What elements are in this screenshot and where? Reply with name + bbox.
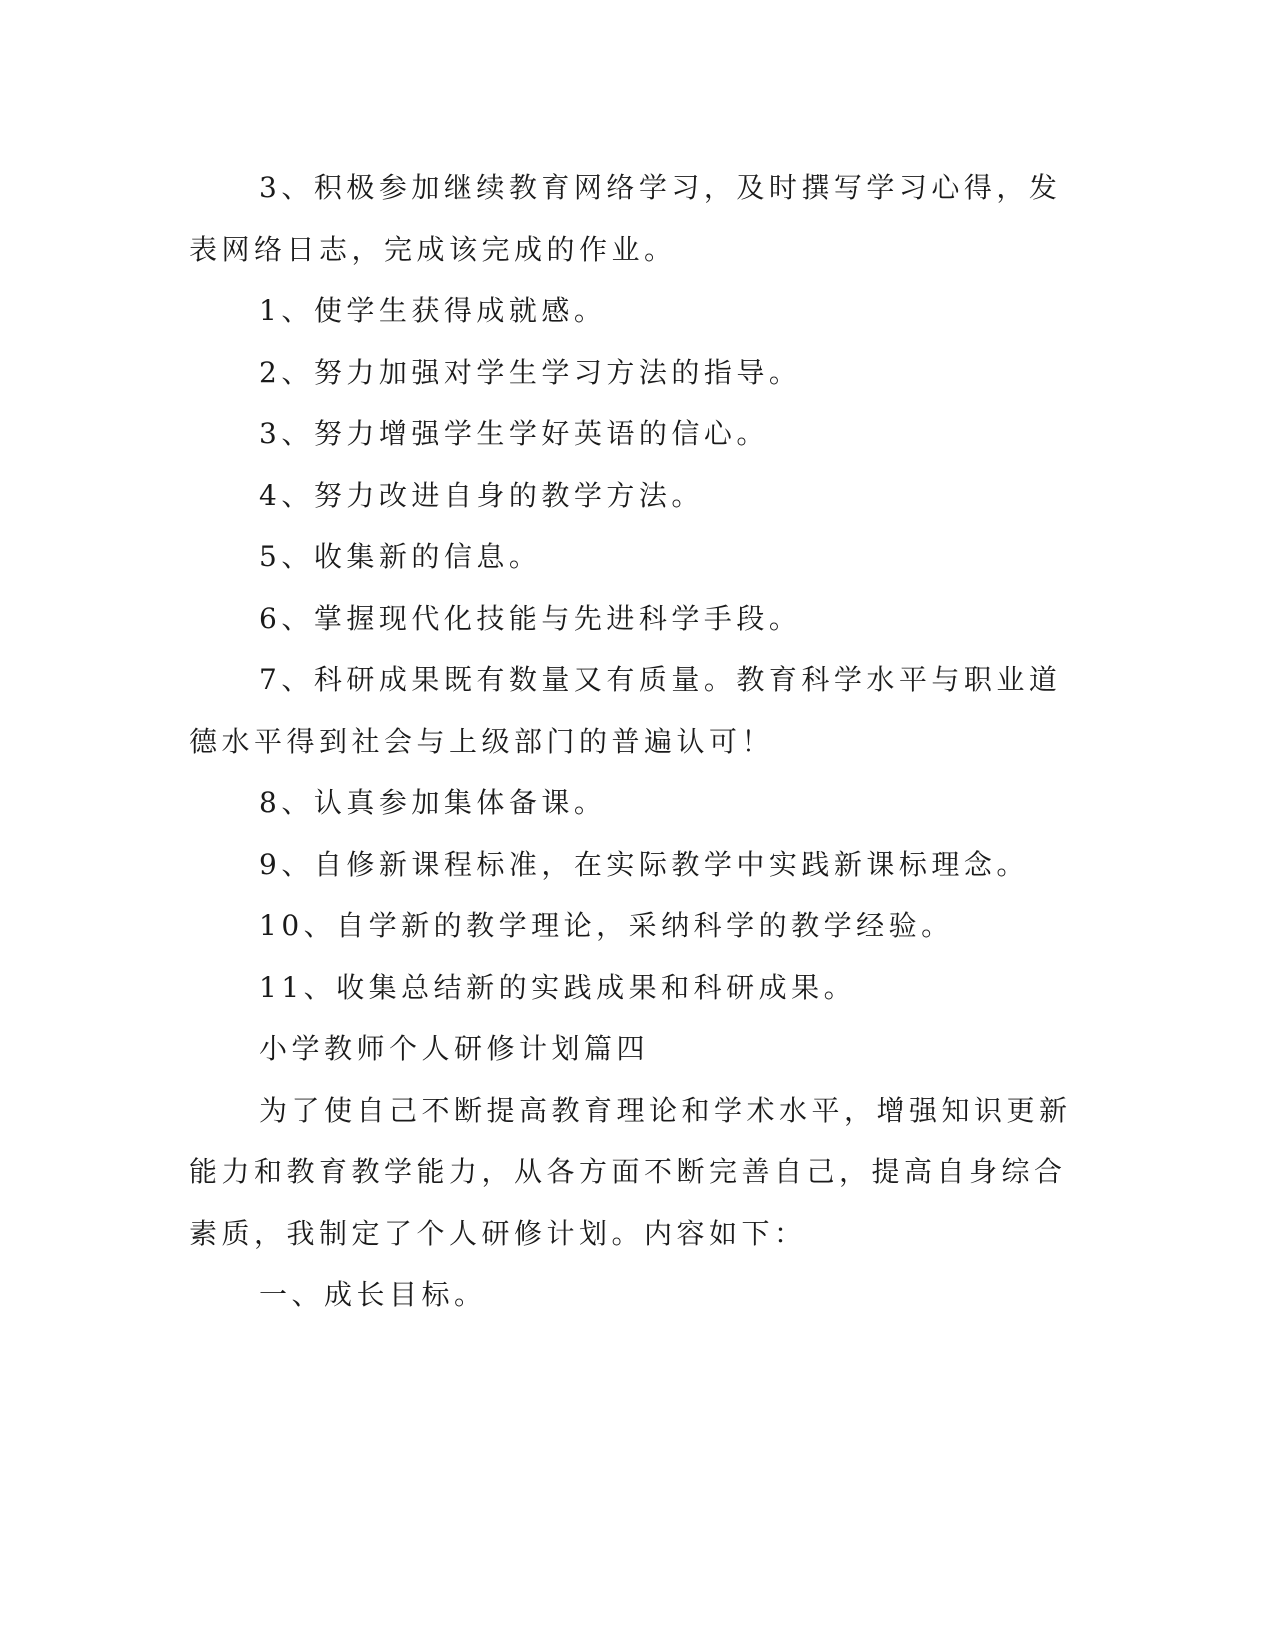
paragraph-item-9-curriculum: 9、自修新课程标准，在实际教学中实践新课标理念。 <box>259 847 1029 881</box>
paragraph-growth-goal: 一、成长目标。 <box>259 1278 487 1311</box>
paragraph-item-4-teaching-methods: 4、努力改进自身的教学方法。 <box>259 478 704 512</box>
paragraph-item-2-learning-methods: 2、努力加强对学生学习方法的指导。 <box>259 355 802 389</box>
paragraph-item-1-achievement: 1、使学生获得成就感。 <box>259 294 607 327</box>
paragraph-item-5-new-information: 5、收集新的信息。 <box>259 540 542 573</box>
paragraph-intro: 为了使自己不断提高教育理论和学术水平，增强知识更新能力和教育教学能力，从各方面不断完善自己，提高自身综合素质，我制定了个人研修计划。内容如下： <box>189 1093 1072 1250</box>
paragraph-item-3-online-learning: 3、积极参加继续教育网络学习，及时撰写学习心得，发表网络日志，完成该完成的作业。 <box>189 171 1062 266</box>
paragraph-item-8-lesson-prep: 8、认真参加集体备课。 <box>259 786 607 819</box>
document-body <box>189 157 1079 1326</box>
paragraph-item-11-collect-results: 11、收集总结新的实践成果和科研成果。 <box>259 970 857 1004</box>
paragraph-item-6-modern-skills: 6、掌握现代化技能与先进科学手段。 <box>259 601 802 635</box>
paragraph-item-7-research-results: 7、科研成果既有数量又有质量。教育科学水平与职业道德水平得到社会与上级部门的普遍认可！ <box>189 663 1062 758</box>
paragraph-item-10-teaching-theory: 10、自学新的教学理论，采纳科学的教学经验。 <box>259 909 954 942</box>
section-heading: 小学教师个人研修计划篇四 <box>259 1032 650 1065</box>
paragraph-item-3-english-confidence: 3、努力增强学生学好英语的信心。 <box>259 417 769 450</box>
